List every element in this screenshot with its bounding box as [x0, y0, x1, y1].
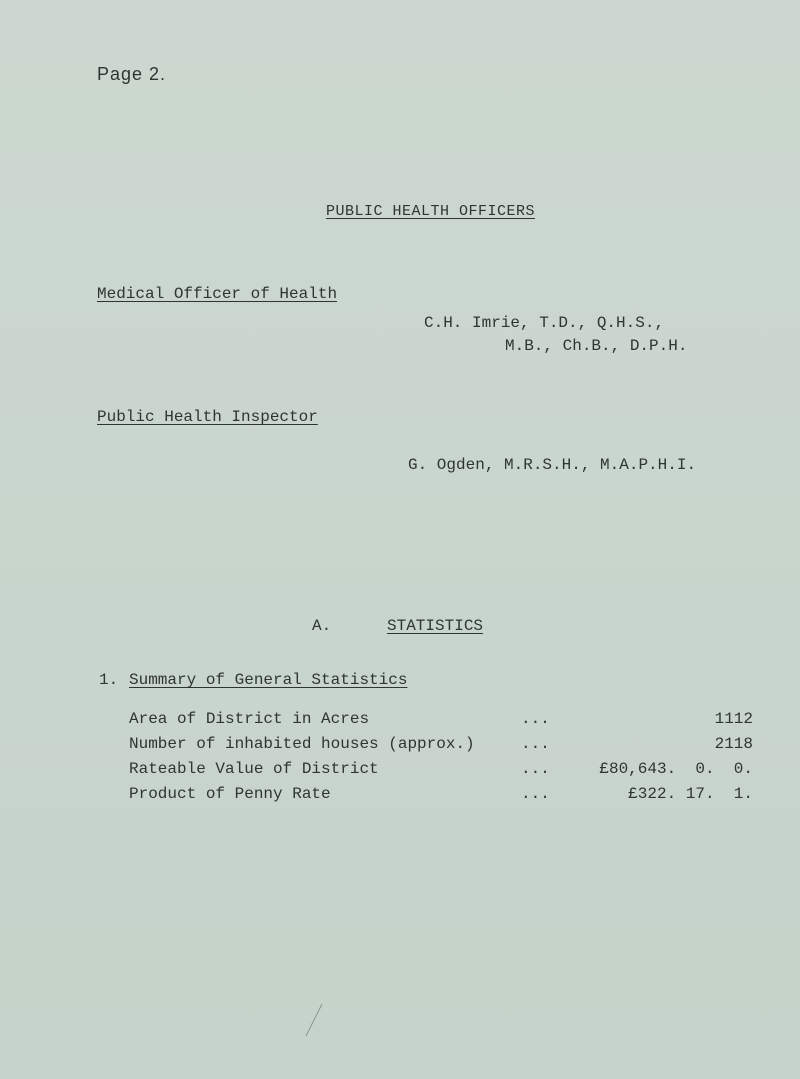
- page-number: Page 2.: [97, 64, 167, 84]
- section-title: STATISTICS: [387, 617, 484, 635]
- table-row: [129, 756, 753, 781]
- public-health-inspector-title: Public Health Inspector: [97, 408, 318, 426]
- section-letter: A.: [312, 617, 332, 635]
- stat-leader-dots: ...: [521, 734, 550, 753]
- stat-label: Product of Penny Rate: [129, 784, 331, 803]
- subsection-title: Summary of General Statistics: [129, 671, 408, 689]
- medical-officer-name-line2: M.B., Ch.B., D.P.H.: [505, 337, 688, 355]
- public-health-inspector-name: G. Ogden, M.R.S.H., M.A.P.H.I.: [408, 456, 697, 474]
- stat-label: Area of District in Acres: [129, 709, 370, 728]
- table-row: [129, 781, 753, 806]
- table-row: [129, 706, 753, 731]
- stat-leader-dots: ...: [521, 709, 550, 728]
- medical-officer-name-line1: C.H. Imrie, T.D., Q.H.S.,: [424, 314, 665, 332]
- subsection-number: 1.: [99, 671, 119, 689]
- table-row: [129, 731, 753, 756]
- stat-value: 1112: [714, 709, 753, 728]
- medical-officer-title: Medical Officer of Health: [97, 285, 338, 303]
- general-statistics-table: [129, 706, 753, 806]
- stat-value: 2118: [714, 734, 753, 753]
- page-heading: PUBLIC HEALTH OFFICERS: [326, 203, 536, 220]
- stat-value: £80,643. 0. 0.: [599, 759, 753, 778]
- stat-leader-dots: ...: [521, 759, 550, 778]
- stat-label: Rateable Value of District: [129, 759, 379, 778]
- stat-label: Number of inhabited houses (approx.): [129, 734, 475, 753]
- stat-value: £322. 17. 1.: [628, 784, 753, 803]
- pencil-mark: [300, 1000, 330, 1040]
- stat-leader-dots: ...: [521, 784, 550, 803]
